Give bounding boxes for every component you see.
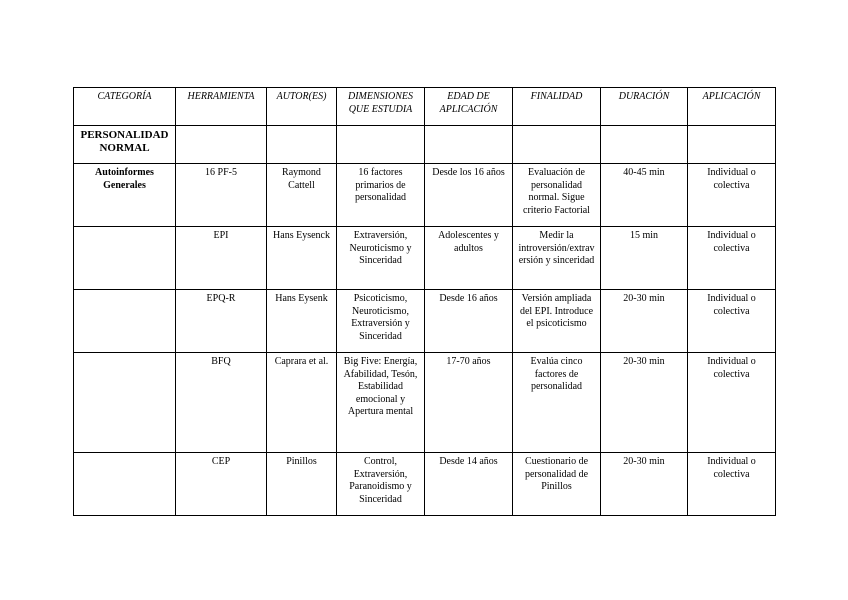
cell-duracion: 15 min (601, 227, 688, 290)
cell-finalidad: Cuestionario de personalidad de Pinillos (513, 453, 601, 516)
cell-herramienta: EPQ-R (176, 290, 267, 353)
table-row (74, 453, 776, 516)
table-row (74, 353, 776, 453)
cell-duracion: 20-30 min (601, 290, 688, 353)
cell-dimensiones: Extraversión, Neuroticismo y Sinceridad (337, 227, 425, 290)
cell-autor: Raymond Cattell (267, 164, 337, 227)
cell-categoria (74, 227, 176, 290)
header-edad: EDAD DE APLICACIÓN (425, 88, 513, 126)
header-herramienta: HERRAMIENTA (176, 88, 267, 126)
cell-finalidad: Evalúa cinco factores de personalidad (513, 353, 601, 453)
cell-herramienta: BFQ (176, 353, 267, 453)
cell-herramienta: CEP (176, 453, 267, 516)
table-cell-empty (601, 126, 688, 164)
cell-aplicacion: Individual o colectiva (688, 290, 776, 353)
header-finalidad: FINALIDAD (513, 88, 601, 126)
header-row (74, 88, 776, 126)
header-duracion: DURACIÓN (601, 88, 688, 126)
header-dimensiones: DIMENSIONES QUE ESTUDIA (337, 88, 425, 126)
cell-autor: Pinillos (267, 453, 337, 516)
cell-dimensiones: Control, Extraversión, Paranoidismo y Sinceridad (337, 453, 425, 516)
header-autores: AUTOR(ES) (267, 88, 337, 126)
header-categoria: CATEGORÍA (74, 88, 176, 126)
cell-edad: Desde 16 años (425, 290, 513, 353)
table-row (74, 164, 776, 227)
table-cell-empty (425, 126, 513, 164)
cell-categoria (74, 290, 176, 353)
cell-autor: Caprara et al. (267, 353, 337, 453)
cell-duracion: 20-30 min (601, 353, 688, 453)
cell-finalidad: Evaluación de personalidad normal. Sigue criterio Factorial (513, 164, 601, 227)
cell-autor: Hans Eysenck (267, 227, 337, 290)
cell-aplicacion: Individual o colectiva (688, 353, 776, 453)
table-row (74, 290, 776, 353)
cell-autor: Hans Eysenk (267, 290, 337, 353)
cell-categoria (74, 353, 176, 453)
cell-duracion: 40-45 min (601, 164, 688, 227)
section-row (74, 126, 776, 164)
cell-edad: 17-70 años (425, 353, 513, 453)
cell-finalidad: Versión ampliada del EPI. Introduce el psicoticismo (513, 290, 601, 353)
cell-duracion: 20-30 min (601, 453, 688, 516)
header-aplicacion: APLICACIÓN (688, 88, 776, 126)
cell-edad: Desde 14 años (425, 453, 513, 516)
cell-aplicacion: Individual o colectiva (688, 453, 776, 516)
cell-categoria (74, 453, 176, 516)
cell-edad: Desde los 16 años (425, 164, 513, 227)
section-label: PERSONALIDAD NORMAL (74, 126, 176, 164)
cell-herramienta: 16 PF-5 (176, 164, 267, 227)
personality-tools-table (73, 87, 776, 516)
cell-dimensiones: 16 factores primarios de personalidad (337, 164, 425, 227)
table-cell-empty (337, 126, 425, 164)
cell-categoria: Autoinformes Generales (74, 164, 176, 227)
cell-aplicacion: Individual o colectiva (688, 164, 776, 227)
table-cell-empty (513, 126, 601, 164)
cell-herramienta: EPI (176, 227, 267, 290)
cell-edad: Adolescentes y adultos (425, 227, 513, 290)
table-cell-empty (688, 126, 776, 164)
table-row (74, 227, 776, 290)
table-cell-empty (267, 126, 337, 164)
table-cell-empty (176, 126, 267, 164)
cell-dimensiones: Psicoticismo, Neuroticismo, Extraversión y Sinceridad (337, 290, 425, 353)
cell-aplicacion: Individual o colectiva (688, 227, 776, 290)
cell-dimensiones: Big Five: Energía, Afabilidad, Tesón, Estabilidad emocional y Apertura mental (337, 353, 425, 453)
cell-finalidad: Medir la introversión/extraversión y sinceridad (513, 227, 601, 290)
